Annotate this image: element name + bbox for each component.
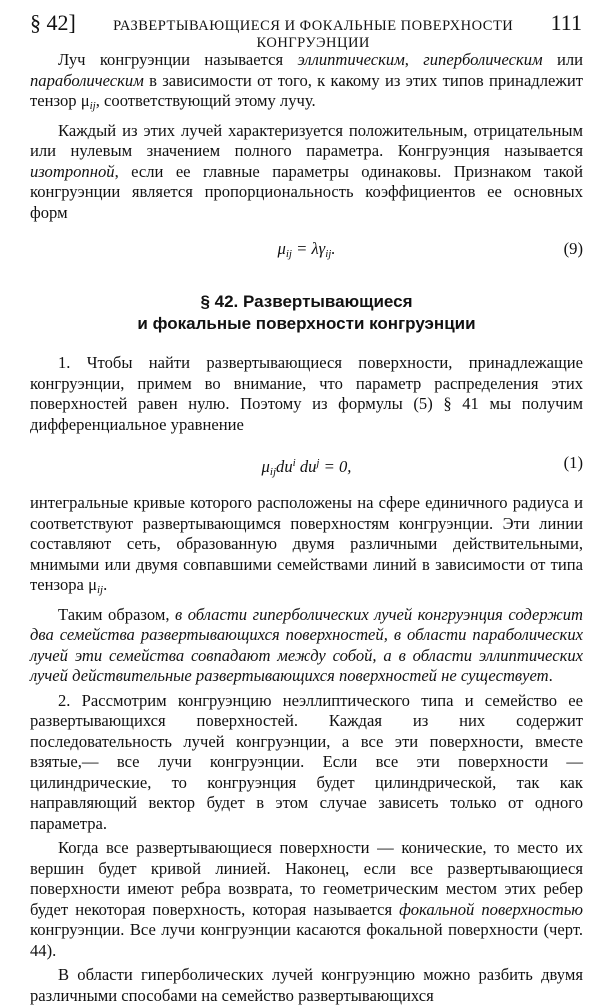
equation-number: (1) [563,453,583,472]
running-header [30,10,582,51]
paragraph: Таким образом, в области гиперболических лучей конгруэнция содержит два семейства развертывающихся поверхностей, в области параболических лучей эти семейства совпадают между собой, а в области эллиптических лучей действительные развертывающихся поверхностей не существует. [30,604,583,685]
paragraph: интегральные кривые которого расположены на сфере единичного радиуса и соответствуют развертывающимся поверхностям конгруэнции. Эти линии составляют сеть, образованную двумя различными действительными, мнимыми или двумя совпавшими семействами линий в зависимости от типа тензора $\mu_{ij}$. [30,493,583,596]
header-title: РАЗВЕРТЫВАЮЩИЕСЯ И ФОКАЛЬНЫЕ ПОВЕРХНОСТИ КОНГРУЭНЦИИ [113,18,514,51]
paragraph: Когда все развертывающиеся поверхности — конические, то место их вершин будет кривой линией. Наконец, если все развертывающиеся поверхности имеют ребра возврата, то геометрическим местом этих ребер будет некоторая поверхность, которая называется фокальной поверхностью конгруэнции. Все лучи конгруэнции касаются фокальной поверхности (черт. 44). [30,838,583,960]
paragraph: Луч конгруэнции называется эллиптическим, гиперболическим или параболическим в зависимости от того, к какому из этих типов принадлежит тензор $\mu_{ij}$, соответствующий этому лучу. [30,50,583,112]
formula-1: $\mu_{ij}du^i$ $du^j = 0$, (1) [261,453,583,478]
paragraph: Каждый из этих лучей характеризуется положительным, отрицательным или нулевым значением полного параметра. Конгруэнция называется изотропной, если ее главные параметры одинаковы. Признаком такой конгруэнции является пропорциональность коэффициентов ее основных форм [30,120,583,222]
equation-number: (9) [563,239,583,258]
paragraph: 1. Чтобы найти развертывающиеся поверхности, принадлежащие конгруэнции, примем во внимание, что параметр распределения этих поверхностей равен нулю. Поэтому из формулы (5) § 41 мы получим дифференциальное уравнение [30,353,583,434]
page-body [30,50,583,1006]
formula-9: $\mu_{ij} = \lambda\gamma_{ij}$. (9) [277,239,583,260]
paragraph: 2. Рассмотрим конгруэнцию неэллиптического типа и семейство ее развертывающихся поверхностей. Каждая из них содержит последовательность лучей конгруэнции, а все эти поверхности, вместе взятые,— все лучи конгруэнции. Если все эти поверхности — цилиндрические, то конгруэнция будет цилиндрической, так как направляющий вектор будет в этом случае зависеть только от одного параметра. [30,690,583,833]
paragraph: В области гиперболических лучей конгруэнцию можно разбить двумя различными способами на семейство развертывающихся [30,965,583,1005]
section-heading: § 42. Развертывающиеся и фокальные поверхности конгруэнции [137,292,476,333]
page-number: 111 [550,10,582,35]
header-section-ref: § 42] [30,10,76,35]
